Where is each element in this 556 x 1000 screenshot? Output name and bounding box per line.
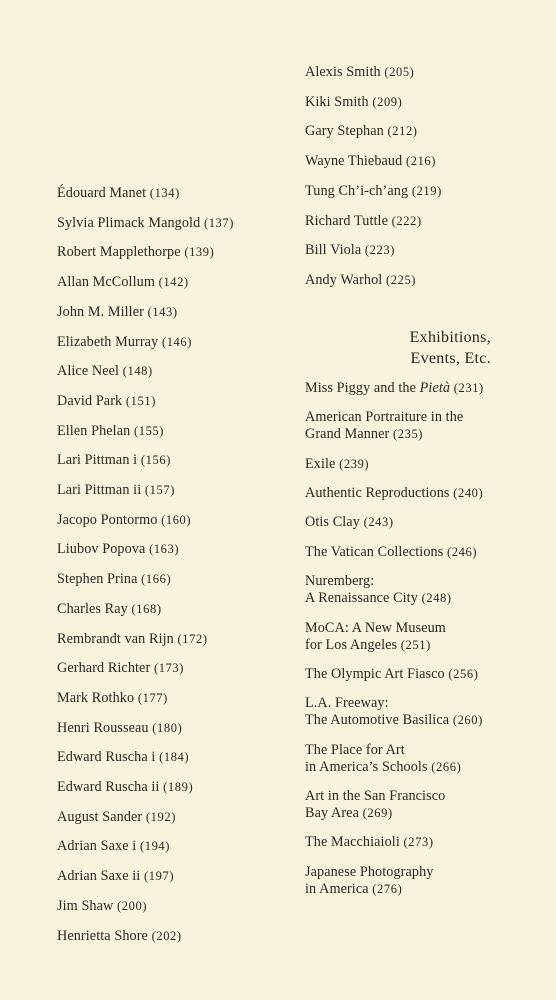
- entry-title: Gerhard Richter: [57, 660, 151, 676]
- entry-title-line: The Olympic Art Fiasco: [305, 666, 445, 682]
- entry-title-line: Bay Area: [305, 805, 359, 821]
- contents-entry: [57, 601, 162, 618]
- entry-title: Allan McCollum: [57, 274, 155, 290]
- entry-page-number: (168): [131, 602, 162, 616]
- entry-title: Jim Shaw: [57, 898, 114, 914]
- entry-title: August Sander: [57, 809, 143, 825]
- entry-page-number: (139): [184, 245, 215, 259]
- entry-title: Liubov Popova: [57, 541, 146, 557]
- entry-page-number: (160): [161, 513, 192, 527]
- entry-title: Charles Ray: [57, 601, 128, 617]
- section-heading: [305, 327, 491, 369]
- contents-entry: [305, 788, 445, 822]
- entry-page-number: (260): [452, 713, 483, 727]
- entry-title-italic: Pietà: [419, 380, 451, 396]
- entry-page-number: (184): [159, 750, 190, 764]
- entry-page-number: (166): [141, 572, 172, 586]
- contents-entry: [305, 183, 442, 200]
- entry-page-number: (235): [392, 427, 424, 441]
- contents-entry: [57, 334, 192, 351]
- entry-title-line: MoCA: A New Museum: [305, 620, 446, 636]
- entry-title: Alice Neel: [57, 363, 120, 379]
- entry-title: Wayne Thiebaud: [305, 153, 403, 169]
- entry-page-number: (243): [363, 515, 394, 529]
- contents-entry: [305, 380, 484, 397]
- contents-entry: [57, 423, 164, 440]
- contents-entry: [57, 690, 168, 707]
- entry-title: Jacopo Pontormo: [57, 512, 158, 528]
- entry-page-number: (256): [448, 667, 479, 681]
- entry-page-number: (251): [400, 638, 431, 652]
- entry-page-number: (240): [453, 486, 484, 500]
- entry-title: Gary Stephan: [305, 123, 384, 139]
- entry-title: Lari Pittman ii: [57, 482, 142, 498]
- entry-page-number: (225): [385, 273, 417, 287]
- entry-page-number: (239): [339, 457, 370, 471]
- entry-title-line: Grand Manner: [305, 426, 390, 442]
- entry-title: Édouard Manet: [57, 185, 147, 201]
- entry-page-number: (209): [372, 95, 403, 109]
- contents-entry: [305, 742, 461, 776]
- contents-entry: [57, 868, 174, 885]
- entry-page-number: (146): [161, 335, 193, 349]
- contents-entry: [57, 482, 175, 499]
- entry-page-number: (212): [387, 124, 418, 138]
- entry-page-number: (222): [391, 214, 422, 228]
- entry-page-number: (194): [139, 839, 171, 853]
- contents-entry: [305, 544, 477, 561]
- entry-title-line: in America: [305, 881, 369, 897]
- contents-entry: [305, 620, 446, 654]
- entry-title: Kiki Smith: [305, 94, 369, 110]
- entry-title-line: Nuremberg:: [305, 573, 375, 589]
- entry-page-number: (231): [453, 381, 484, 395]
- contents-entry: [305, 695, 483, 729]
- entry-page-number: (269): [362, 806, 393, 820]
- entry-page-number: (143): [147, 305, 178, 319]
- contents-entry: [57, 631, 208, 648]
- entry-title: Adrian Saxe ii: [57, 868, 141, 884]
- contents-entry: [57, 363, 153, 380]
- entry-page-number: (155): [133, 424, 165, 438]
- entry-title-line: L.A. Freeway:: [305, 695, 389, 711]
- contents-entry: [305, 409, 463, 443]
- contents-entry: [57, 838, 170, 855]
- entry-title: Adrian Saxe i: [57, 838, 137, 854]
- section-heading-line-2: Events, Etc.: [410, 350, 491, 367]
- contents-entry: [57, 274, 189, 291]
- entry-title-line: for Los Angeles: [305, 637, 398, 653]
- entry-title-line: The Macchiaioli: [305, 834, 400, 850]
- contents-entry: [57, 304, 178, 321]
- entry-page-number: (156): [140, 453, 171, 467]
- entry-page-number: (137): [203, 216, 235, 230]
- contents-entry: [57, 244, 214, 261]
- entry-title: Rembrandt van Rijn: [57, 631, 174, 647]
- contents-entry: [305, 573, 452, 607]
- entry-page-number: (163): [149, 542, 180, 556]
- contents-entry: [57, 779, 193, 796]
- entry-title-line: The Place for Art: [305, 742, 405, 758]
- entry-page-number: (200): [117, 899, 148, 913]
- entry-title-line: Miss Piggy and the: [305, 380, 420, 396]
- contents-entry: [57, 928, 182, 945]
- entry-page-number: (151): [125, 394, 156, 408]
- entry-title-line: A Renaissance City: [305, 590, 418, 606]
- entry-title: Mark Rothko: [57, 690, 135, 706]
- entry-page-number: (248): [421, 591, 452, 605]
- contents-entry: [305, 456, 369, 473]
- entry-title: Tung Ch’i-ch’ang: [305, 183, 409, 199]
- entry-page-number: (197): [144, 869, 175, 883]
- contents-entry: [305, 242, 395, 259]
- entry-title-line: Japanese Photography: [305, 864, 434, 880]
- entry-page-number: (273): [403, 835, 434, 849]
- entry-title: Robert Mapplethorpe: [57, 244, 181, 260]
- entry-page-number: (276): [372, 882, 403, 896]
- contents-entry: [305, 834, 434, 851]
- entry-page-number: (148): [122, 364, 153, 378]
- contents-entry: [305, 272, 416, 289]
- entry-title: Bill Viola: [305, 242, 362, 258]
- contents-entry: [57, 571, 171, 588]
- contents-entry: [305, 123, 418, 140]
- contents-entry: [305, 485, 483, 502]
- contents-entry: [305, 213, 422, 230]
- contents-entry: [57, 393, 156, 410]
- entry-page-number: (205): [384, 65, 415, 79]
- contents-entry: [57, 720, 182, 737]
- entry-title: Elizabeth Murray: [57, 334, 159, 350]
- entry-title-line: Otis Clay: [305, 514, 360, 530]
- contents-entry: [57, 541, 179, 558]
- entry-title: Sylvia Plimack Mangold: [57, 215, 201, 231]
- entry-title: John M. Miller: [57, 304, 144, 320]
- entry-page-number: (180): [152, 721, 183, 735]
- contents-entry: [57, 809, 176, 826]
- entry-title: Edward Ruscha ii: [57, 779, 160, 795]
- contents-entry: [57, 898, 147, 915]
- entry-page-number: (216): [405, 154, 437, 168]
- entry-title: Alexis Smith: [305, 64, 381, 80]
- entry-title: Ellen Phelan: [57, 423, 131, 439]
- contents-entry: [57, 660, 184, 677]
- entry-page-number: (134): [149, 186, 180, 200]
- entry-page-number: (142): [158, 275, 189, 289]
- entry-page-number: (172): [177, 632, 208, 646]
- entry-title-line: Authentic Reproductions: [305, 485, 450, 501]
- entry-title: David Park: [57, 393, 123, 409]
- entry-page-number: (177): [137, 691, 168, 705]
- entry-title-line: The Vatican Collections: [305, 544, 444, 560]
- entry-page-number: (157): [144, 483, 175, 497]
- entry-title: Henrietta Shore: [57, 928, 148, 944]
- contents-entry: [305, 94, 402, 111]
- entry-title: Richard Tuttle: [305, 213, 388, 229]
- contents-entry: [305, 666, 478, 683]
- entry-page-number: (219): [411, 184, 442, 198]
- entry-page-number: (189): [163, 780, 194, 794]
- entry-title: Andy Warhol: [305, 272, 383, 288]
- contents-entry: [305, 64, 414, 81]
- entry-page-number: (246): [447, 545, 478, 559]
- entry-title: Stephen Prina: [57, 571, 138, 587]
- contents-entry: [57, 749, 189, 766]
- entry-page-number: (266): [431, 760, 462, 774]
- contents-entry: [57, 512, 191, 529]
- entry-page-number: (223): [364, 243, 395, 257]
- entry-page-number: (173): [153, 661, 185, 675]
- entry-title: Henri Rousseau: [57, 720, 149, 736]
- entry-title-line: American Portraiture in the: [305, 409, 464, 425]
- contents-entry: [57, 215, 234, 232]
- entry-title: Edward Ruscha i: [57, 749, 156, 765]
- entry-title: Lari Pittman i: [57, 452, 138, 468]
- contents-entry: [305, 514, 394, 531]
- entry-title-line: in America’s Schools: [305, 759, 428, 775]
- entry-title-line: Exile: [305, 456, 336, 472]
- contents-entry: [57, 452, 171, 469]
- entry-page-number: (192): [145, 810, 176, 824]
- entry-page-number: (202): [151, 929, 182, 943]
- section-heading-line-1: Exhibitions,: [409, 329, 491, 346]
- entry-title-line: Art in the San Francisco: [305, 788, 446, 804]
- contents-entry: [305, 864, 433, 898]
- entry-title-line: The Automotive Basilica: [305, 712, 450, 728]
- contents-entry: [57, 185, 180, 202]
- contents-entry: [305, 153, 436, 170]
